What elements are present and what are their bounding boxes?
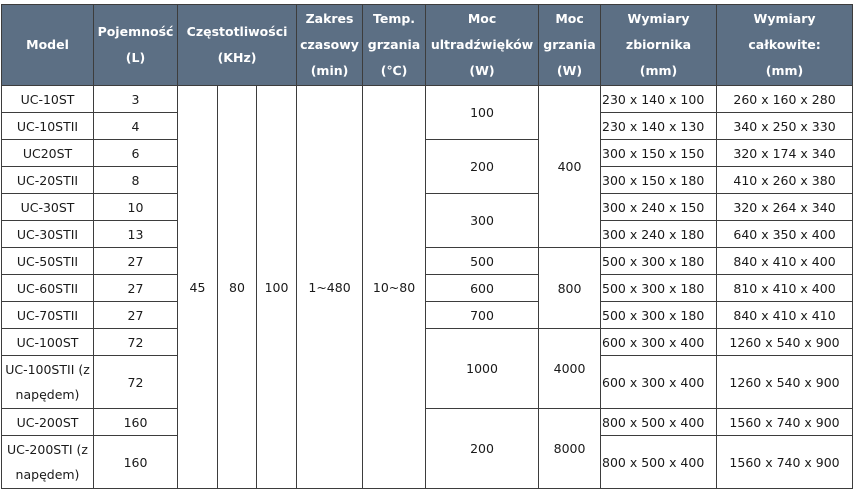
header-frequencies: Częstotliwości (KHz) [178, 5, 297, 86]
header-overall-dims: Wymiary całkowite: (mm) [717, 5, 853, 86]
cell-tank-dims: 500 x 300 x 180 [601, 275, 717, 302]
cell-heating-power: 400 [539, 86, 601, 248]
cell-model: UC20ST [2, 140, 94, 167]
cell-overall-dims: 810 x 410 x 400 [717, 275, 853, 302]
cell-tank-dims: 300 x 240 x 180 [601, 221, 717, 248]
cell-time-range: 1~480 [297, 86, 363, 489]
header-tank-dims: Wymiary zbiornika (mm) [601, 5, 717, 86]
cell-capacity: 27 [94, 248, 178, 275]
header-time-range: Zakres czasowy (min) [297, 5, 363, 86]
cell-tank-dims: 300 x 150 x 150 [601, 140, 717, 167]
header-heat-temp: Temp. grzania (℃) [363, 5, 426, 86]
table-row [2, 409, 853, 436]
header-heating-power: Moc grzania (W) [539, 5, 601, 86]
cell-model: UC-200ST [2, 409, 94, 436]
table-row [2, 194, 853, 221]
cell-tank-dims: 800 x 500 x 400 [601, 409, 717, 436]
cell-tank-dims: 300 x 150 x 180 [601, 167, 717, 194]
cell-capacity: 27 [94, 302, 178, 329]
cell-tank-dims: 800 x 500 x 400 [601, 436, 717, 489]
cell-capacity: 160 [94, 409, 178, 436]
cell-ultrasonic-power: 200 [426, 409, 539, 489]
cell-model: UC-10ST [2, 86, 94, 113]
cell-ultrasonic-power: 600 [426, 275, 539, 302]
cell-capacity: 6 [94, 140, 178, 167]
cell-model: UC-50STII [2, 248, 94, 275]
cell-freq-3: 100 [257, 86, 297, 489]
cell-overall-dims: 1560 x 740 x 900 [717, 409, 853, 436]
cell-capacity: 13 [94, 221, 178, 248]
spec-table [1, 4, 853, 489]
cell-model: UC-100ST [2, 329, 94, 356]
cell-tank-dims: 500 x 300 x 180 [601, 248, 717, 275]
cell-freq-2: 80 [218, 86, 257, 489]
cell-ultrasonic-power: 200 [426, 140, 539, 194]
table-row [2, 302, 853, 329]
cell-tank-dims: 230 x 140 x 100 [601, 86, 717, 113]
cell-overall-dims: 340 x 250 x 330 [717, 113, 853, 140]
table-row [2, 86, 853, 113]
cell-model: UC-10STII [2, 113, 94, 140]
cell-overall-dims: 840 x 410 x 400 [717, 248, 853, 275]
cell-model: UC-200STI (z napędem) [2, 436, 94, 489]
cell-model: UC-70STII [2, 302, 94, 329]
cell-overall-dims: 320 x 264 x 340 [717, 194, 853, 221]
cell-capacity: 4 [94, 113, 178, 140]
cell-capacity: 27 [94, 275, 178, 302]
cell-freq-1: 45 [178, 86, 218, 489]
cell-heat-temp: 10~80 [363, 86, 426, 489]
header-ultrasonic-power: Moc ultradźwięków (W) [426, 5, 539, 86]
cell-overall-dims: 260 x 160 x 280 [717, 86, 853, 113]
cell-heating-power: 800 [539, 248, 601, 329]
cell-overall-dims: 320 x 174 x 340 [717, 140, 853, 167]
cell-tank-dims: 300 x 240 x 150 [601, 194, 717, 221]
cell-ultrasonic-power: 1000 [426, 329, 539, 409]
cell-model: UC-20STII [2, 167, 94, 194]
cell-ultrasonic-power: 700 [426, 302, 539, 329]
header-model: Model [2, 5, 94, 86]
table-row [2, 275, 853, 302]
cell-ultrasonic-power: 100 [426, 86, 539, 140]
cell-tank-dims: 500 x 300 x 180 [601, 302, 717, 329]
cell-overall-dims: 1560 x 740 x 900 [717, 436, 853, 489]
table-row [2, 329, 853, 356]
cell-heating-power: 8000 [539, 409, 601, 489]
cell-model: UC-60STII [2, 275, 94, 302]
cell-tank-dims: 230 x 140 x 130 [601, 113, 717, 140]
cell-capacity: 72 [94, 356, 178, 409]
cell-heating-power: 4000 [539, 329, 601, 409]
table-row [2, 140, 853, 167]
cell-capacity: 10 [94, 194, 178, 221]
cell-capacity: 160 [94, 436, 178, 489]
cell-overall-dims: 840 x 410 x 410 [717, 302, 853, 329]
header-capacity: Pojemność (L) [94, 5, 178, 86]
cell-model: UC-30ST [2, 194, 94, 221]
cell-capacity: 8 [94, 167, 178, 194]
header-row [2, 5, 853, 86]
cell-overall-dims: 640 x 350 x 400 [717, 221, 853, 248]
cell-model: UC-100STII (z napędem) [2, 356, 94, 409]
table-row [2, 248, 853, 275]
cell-capacity: 3 [94, 86, 178, 113]
cell-capacity: 72 [94, 329, 178, 356]
cell-tank-dims: 600 x 300 x 400 [601, 329, 717, 356]
cell-ultrasonic-power: 500 [426, 248, 539, 275]
cell-overall-dims: 1260 x 540 x 900 [717, 356, 853, 409]
cell-model: UC-30STII [2, 221, 94, 248]
cell-overall-dims: 1260 x 540 x 900 [717, 329, 853, 356]
cell-overall-dims: 410 x 260 x 380 [717, 167, 853, 194]
cell-ultrasonic-power: 300 [426, 194, 539, 248]
cell-tank-dims: 600 x 300 x 400 [601, 356, 717, 409]
